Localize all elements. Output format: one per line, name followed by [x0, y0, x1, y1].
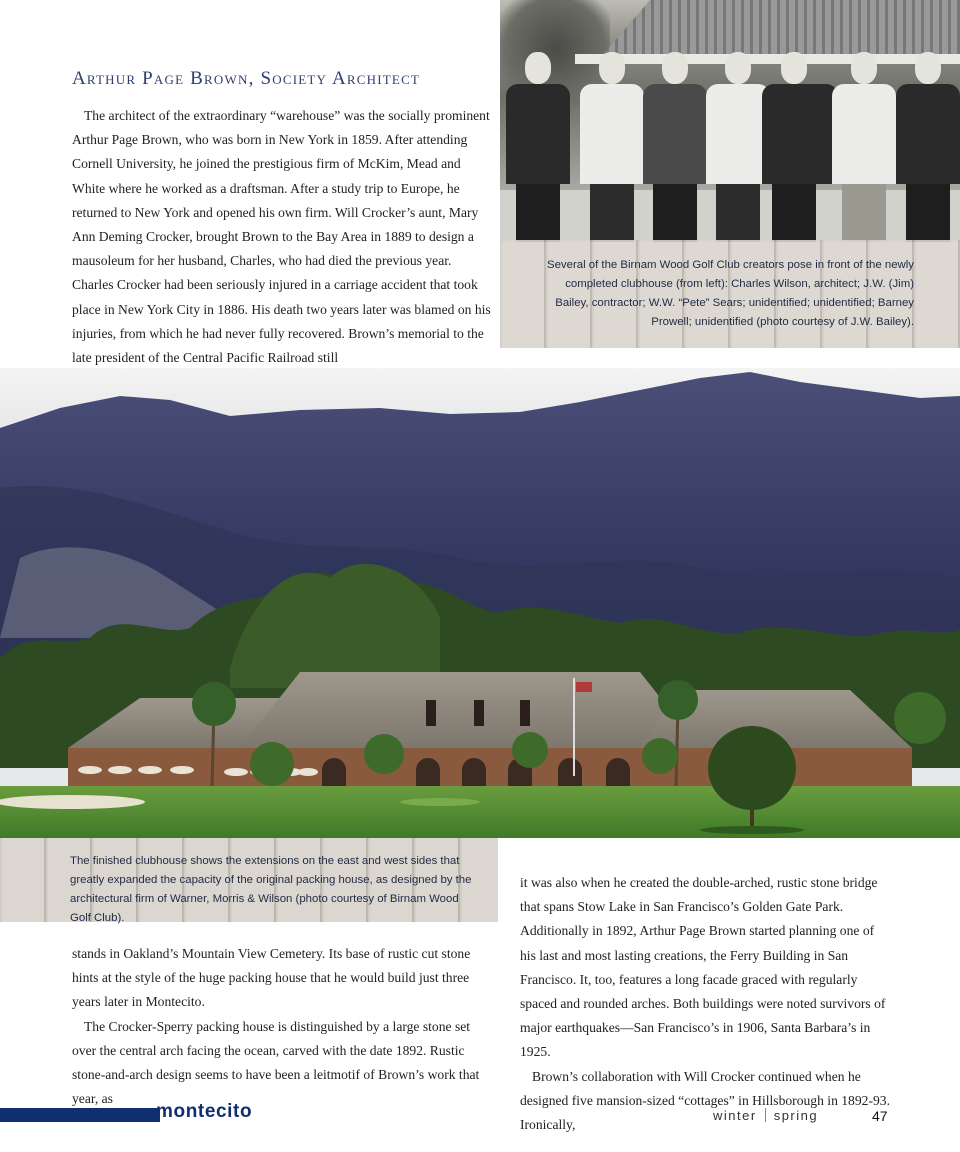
article-column-left [72, 942, 492, 1111]
photo-golf-club-creators [500, 0, 960, 242]
paragraph-text: Brown’s collaboration with Will Crocker continued when he designed five mansion-sized “cottages” in Hillsborough in 1892-93. Ironically, [520, 1068, 890, 1133]
photo-person [643, 52, 707, 242]
photo-finished-clubhouse [0, 368, 960, 838]
footer-bar [0, 1108, 160, 1122]
article-column-right [520, 871, 892, 1137]
photo-clubhouse-roof [570, 0, 960, 56]
article-paragraph-top [72, 104, 492, 370]
caption-panel-top [500, 240, 960, 348]
season-spring: spring [773, 1108, 819, 1123]
photo-person [832, 52, 896, 242]
season-winter: winter [713, 1108, 757, 1123]
photo-person [506, 52, 570, 242]
paragraph-text: it was also when he created the double-arched, rustic stone bridge that spans Stow Lake in San Francisco’s Golden Gate Park. Additionally in 1892, Arthur Page Brown started planning one of his last and most lasting creations, the Ferry Building in San Francisco. It, too, features a long facade graced with regularly spaced and rounded arches. Both buildings were noted survivors of major earthquakes—San Francisco’s in 1906, Santa Barbara’s in 1925. [520, 875, 886, 1060]
article-heading: Arthur Page Brown, Society Architect [72, 68, 421, 89]
photo-caption-top: Several of the Birnam Wood Golf Club creators pose in front of the newly completed clubhouse (from left): Charles Wilson, architect; J.W. (Jim) Bailey, contractor; W.W. “Pete” Sears; unidentified; unidentified; Barney Prowell; unidentified (photo courtesy of J.W. Bailey). [546, 259, 914, 328]
photo-person [762, 52, 826, 242]
photo-person [706, 52, 770, 242]
season-divider [765, 1108, 766, 1122]
paragraph-text: stands in Oakland’s Mountain View Cemetery. Its base of rustic cut stone hints at the style of the huge packing house that he would build just three years later in Montecito. [72, 946, 471, 1010]
caption-panel-bottom [0, 838, 498, 922]
paragraph-text: The architect of the extraordinary “warehouse” was the socially prominent Arthur Page Brown, who was born in New York in 1859. After attending Cornell University, he joined the prestigious firm of McKim, Mead and White where he worked as a draftsman. After a study trip to Europe, he returned to New York and opened his own firm. Will Crocker’s aunt, Mary Ann Deming Crocker, brought Brown to the Bay Area in 1889 to design a mausoleum for her husband, Charles, who had died the previous year. Charles Crocker had been seriously injured in a carriage accident that took place in New York City in 1886. His death two years later was blamed on his injuries, from which he had never fully recovered. Brown’s memorial to the late president of the Central Pacific Railroad still [72, 108, 491, 366]
landscape-illustration [0, 368, 960, 838]
page-number: 47 [872, 1108, 888, 1124]
photo-person [580, 52, 644, 242]
issue-season [713, 1108, 818, 1123]
photo-person [896, 52, 960, 242]
photo-caption-bottom: The finished clubhouse shows the extensions on the east and west sides that greatly expanded the capacity of the original packing house, as designed by the architectural firm of Warner, Morris & Wilson (photo courtesy of Birnam Wood Golf Club). [70, 855, 472, 924]
magazine-brand: montecito [156, 1101, 253, 1122]
paragraph-text: The Crocker-Sperry packing house is distinguished by a large stone set over the central arch facing the ocean, carved with the date 1892. Rustic stone-and-arch design seems to have been a leitmotif of Brown’s work that year, as [72, 1018, 480, 1107]
